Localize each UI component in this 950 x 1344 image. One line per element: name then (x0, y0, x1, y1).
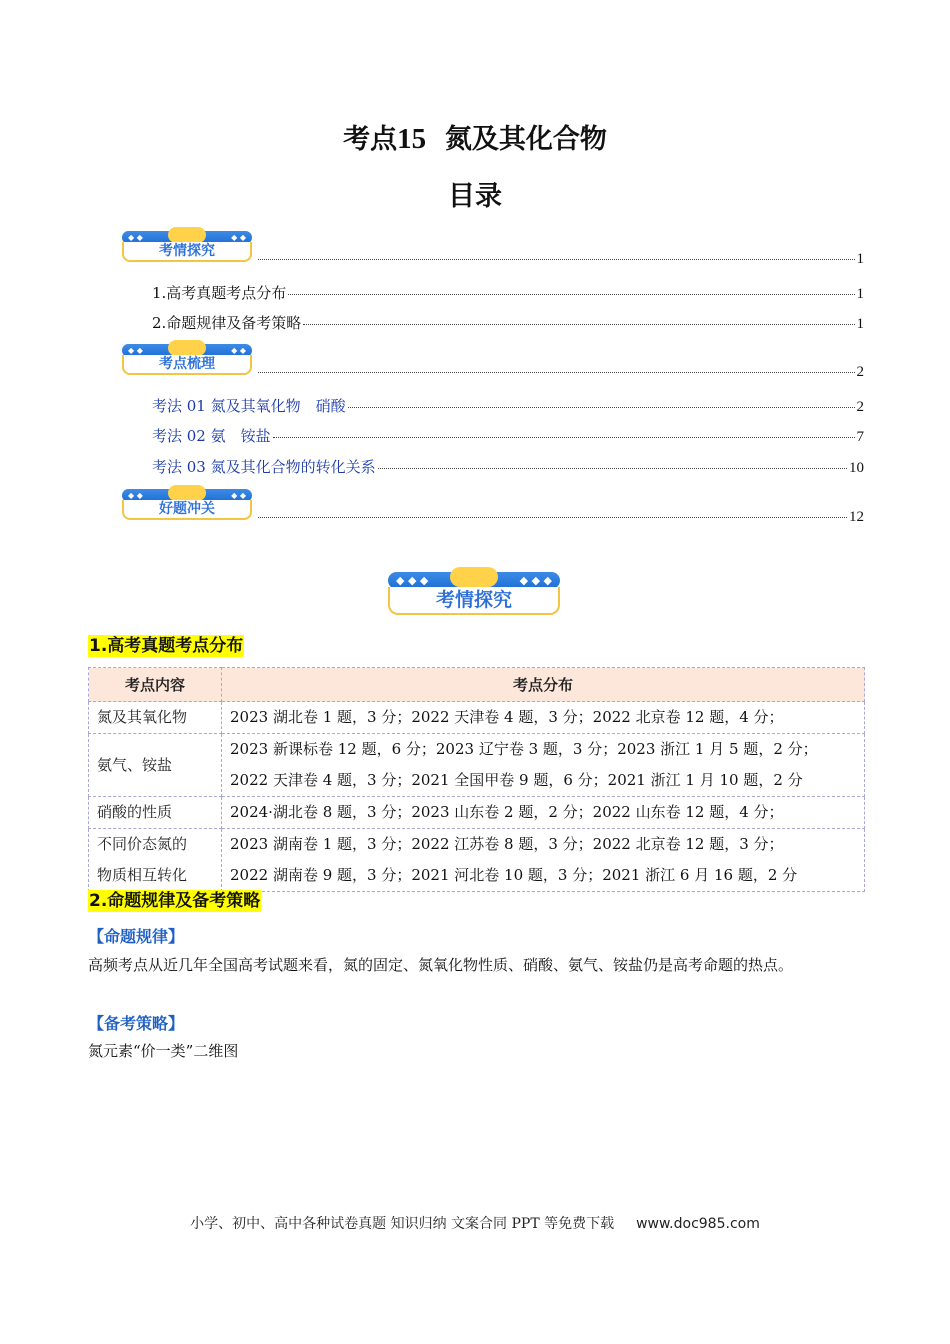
strategy-text: 氮元素“价一类”二维图 (88, 1042, 239, 1060)
badge-kaodian: ◆ ◆ ◆ ◆ 考点梳理 (122, 344, 252, 376)
section-badge-kaoqing: ◆ ◆ ◆ ◆ ◆ ◆ 考情探究 (388, 572, 560, 616)
toc-item[interactable]: 考法 03 氮及其化合物的转化关系 10 (152, 458, 864, 476)
topic-cell: 物质相互转化 (97, 866, 188, 884)
toc-heading: 目录 (448, 181, 502, 212)
table-row (89, 797, 865, 829)
badge-kaoqing: ◆ ◆ ◆ ◆ 考情探究 (122, 231, 252, 263)
section-heading-strategy: 2.命题规律及备考策略 (89, 891, 261, 911)
topic-cell: 氮及其氧化物 (97, 708, 188, 726)
toc-item[interactable]: 考法 01 氮及其氧化物 硝酸 2 (152, 397, 864, 415)
toc-link-haoti[interactable]: 12 (256, 509, 864, 526)
toc-item[interactable]: 考法 02 氨 铵盐 7 (152, 427, 864, 445)
distribution-cell: 2022 天津卷 4 题，3 分；2021 全国甲卷 9 题，6 分；2021 浙江 1 月 10 题，2 分 (230, 771, 803, 789)
table-row (89, 829, 865, 892)
distribution-cell: 2022 湖南卷 9 题，3 分；2021 河北卷 10 题，3 分；2021 浙江 6 月 16 题，2 分 (230, 866, 798, 884)
topic-cell: 氨气、铵盐 (97, 755, 173, 774)
rule-label: 【命题规律】 (88, 927, 185, 946)
distribution-cell: 2023 湖北卷 1 题，3 分；2022 天津卷 4 题，3 分；2022 北京卷 12 题，4 分； (230, 708, 784, 726)
rule-text: 高频考点从近几年全国高考试题来看，氮的固定、氮氧化物性质、硝酸、氨气、铵盐仍是高考命题的热点。 (88, 956, 794, 974)
distribution-cell: 2023 湖南卷 1 题，3 分；2022 江苏卷 8 题，3 分；2022 北京卷 12 题，3 分； (230, 835, 784, 853)
distribution-cell: 2024·湖北卷 8 题，3 分；2023 山东卷 2 题，2 分；2022 山东卷 12 题，4 分； (230, 803, 784, 821)
footer-url[interactable]: www.doc985.com (636, 1216, 760, 1232)
toc-link-kaodian[interactable]: 2 (256, 364, 864, 381)
distribution-cell: 2023 新课标卷 12 题，6 分；2023 辽宁卷 3 题，3 分；2023 浙江 1 月 5 题，2 分； (230, 740, 818, 758)
exam-distribution-table (88, 667, 865, 892)
page-footer (0, 1213, 950, 1233)
badge-haoti: ◆ ◆ ◆ ◆ 好题冲关 (122, 489, 252, 521)
topic-cell: 不同价态氮的 (97, 835, 188, 853)
page-title: 考点15 氮及其化合物 (343, 123, 607, 155)
topic-cell: 硝酸的性质 (97, 803, 173, 821)
section-heading-distribution: 1.高考真题考点分布 (89, 636, 244, 656)
toc-item[interactable]: 1.高考真题考点分布 1 (152, 284, 864, 302)
table-header-row (89, 668, 865, 702)
toc-item[interactable]: 2.命题规律及备考策略 1 (152, 314, 864, 332)
column-header: 考点分布 (222, 668, 865, 702)
table-row (89, 702, 865, 734)
strategy-label: 【备考策略】 (88, 1014, 185, 1033)
toc-link-kaoqing[interactable]: 1 (256, 251, 864, 268)
column-header: 考点内容 (89, 668, 222, 702)
footer-text: 小学、初中、高中各种试卷真题 知识归纳 文案合同 PPT 等免费下载 (190, 1216, 615, 1232)
table-row (89, 734, 865, 797)
